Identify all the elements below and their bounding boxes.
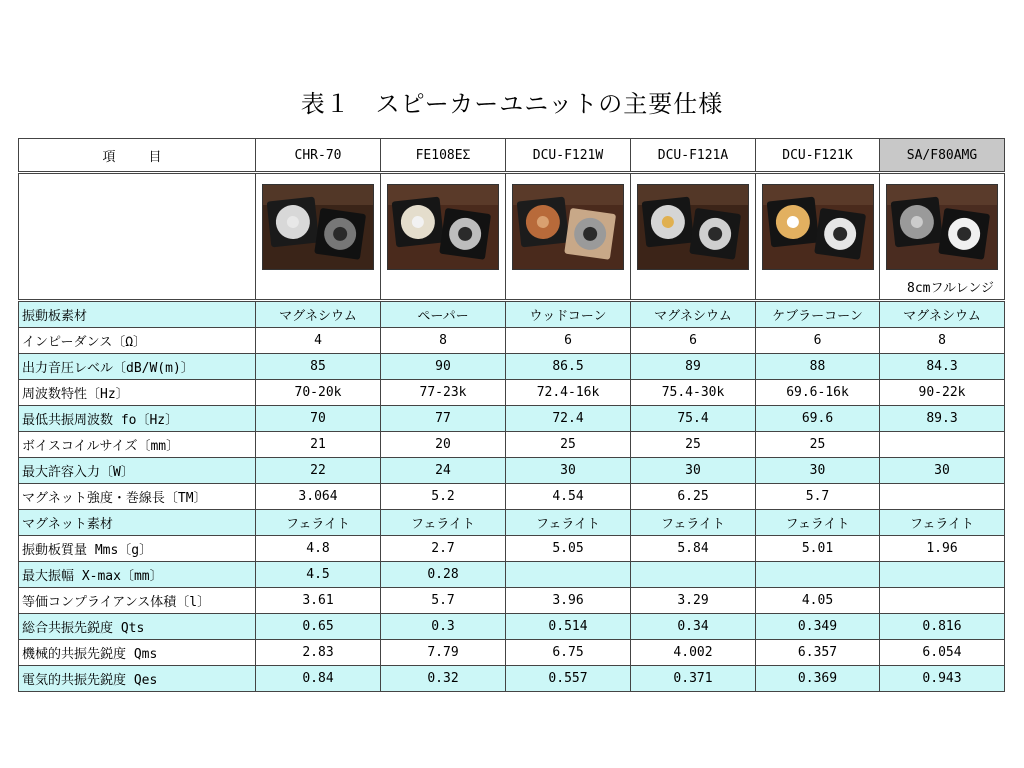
spec-row-label: インピーダンス〔Ω〕 [19, 328, 256, 354]
spec-value: 20 [381, 432, 506, 458]
spec-value: 86.5 [506, 354, 631, 380]
photo-cell-empty [19, 173, 256, 301]
spec-value: 30 [631, 458, 756, 484]
spec-row [19, 301, 1005, 328]
spec-value: 4.8 [256, 536, 381, 562]
spec-value: 3.064 [256, 484, 381, 510]
spec-value: 4.5 [256, 562, 381, 588]
spec-row-label: 電気的共振先鋭度 Qes [19, 666, 256, 692]
spec-value: 22 [256, 458, 381, 484]
speaker-photo [387, 184, 499, 270]
spec-value: 89 [631, 354, 756, 380]
header-model: CHR-70 [256, 139, 381, 173]
spec-row [19, 432, 1005, 458]
spec-row-label: 周波数特性〔Hz〕 [19, 380, 256, 406]
spec-value: フェライト [880, 510, 1005, 536]
spec-row-label: マグネット素材 [19, 510, 256, 536]
spec-value: 0.816 [880, 614, 1005, 640]
spec-value [506, 562, 631, 588]
photo-cell [756, 173, 880, 301]
spec-row-label: 総合共振先鋭度 Qts [19, 614, 256, 640]
spec-value: 25 [631, 432, 756, 458]
spec-row-label: 等価コンプライアンス体積〔l〕 [19, 588, 256, 614]
spec-value: 77 [381, 406, 506, 432]
spec-value: 0.369 [756, 666, 880, 692]
header-model: FE108EΣ [381, 139, 506, 173]
spec-value: 6 [631, 328, 756, 354]
spec-value: 3.29 [631, 588, 756, 614]
speaker-illustration [887, 185, 997, 269]
spec-value: フェライト [381, 510, 506, 536]
spec-value: 25 [756, 432, 880, 458]
spec-value: 8 [880, 328, 1005, 354]
spec-value: 6.75 [506, 640, 631, 666]
spec-value: 6.357 [756, 640, 880, 666]
spec-value: ケブラーコーン [756, 301, 880, 328]
spec-value: 1.96 [880, 536, 1005, 562]
spec-row-label: 機械的共振先鋭度 Qms [19, 640, 256, 666]
spec-row-label: 最大許容入力〔W〕 [19, 458, 256, 484]
header-model: DCU-F121A [631, 139, 756, 173]
photo-cell [506, 173, 631, 301]
spec-value: 5.05 [506, 536, 631, 562]
speaker-photo [512, 184, 624, 270]
spec-value [880, 484, 1005, 510]
spec-value: 4 [256, 328, 381, 354]
spec-value: 0.32 [381, 666, 506, 692]
speaker-illustration [263, 185, 373, 269]
spec-value: 5.84 [631, 536, 756, 562]
spec-value: 0.371 [631, 666, 756, 692]
spec-value: 2.83 [256, 640, 381, 666]
photo-cell [256, 173, 381, 301]
spec-value: フェライト [256, 510, 381, 536]
spec-value: 21 [256, 432, 381, 458]
speaker-photo [262, 184, 374, 270]
speaker-illustration [638, 185, 748, 269]
spec-row [19, 588, 1005, 614]
spec-value: 85 [256, 354, 381, 380]
spec-value: 70-20k [256, 380, 381, 406]
header-row [19, 139, 1005, 173]
spec-value: 3.61 [256, 588, 381, 614]
spec-value: 4.002 [631, 640, 756, 666]
spec-value: 90 [381, 354, 506, 380]
header-model: DCU-F121W [506, 139, 631, 173]
spec-value: 69.6 [756, 406, 880, 432]
spec-value: 90-22k [880, 380, 1005, 406]
spec-value: 70 [256, 406, 381, 432]
spec-row [19, 614, 1005, 640]
spec-value: フェライト [506, 510, 631, 536]
spec-row-label: 最大振幅 X-max〔mm〕 [19, 562, 256, 588]
spec-value: 5.2 [381, 484, 506, 510]
spec-value [756, 562, 880, 588]
spec-value: 4.54 [506, 484, 631, 510]
spec-value: 6.25 [631, 484, 756, 510]
spec-value: 7.79 [381, 640, 506, 666]
spec-value: 25 [506, 432, 631, 458]
spec-row-label: 振動板素材 [19, 301, 256, 328]
spec-value: 3.96 [506, 588, 631, 614]
spec-value: 0.3 [381, 614, 506, 640]
spec-value: 0.557 [506, 666, 631, 692]
spec-value: 0.514 [506, 614, 631, 640]
spec-value: 0.65 [256, 614, 381, 640]
spec-row [19, 666, 1005, 692]
spec-row-label: 出力音圧レベル〔dB/W(m)〕 [19, 354, 256, 380]
spec-row [19, 328, 1005, 354]
spec-value: 5.7 [381, 588, 506, 614]
table-title: 表１ スピーカーユニットの主要仕様 [300, 90, 724, 118]
spec-row [19, 484, 1005, 510]
spec-row [19, 640, 1005, 666]
spec-value: ウッドコーン [506, 301, 631, 328]
header-item-label: 項 目 [19, 139, 256, 173]
spec-value: 24 [381, 458, 506, 484]
spec-value: 6 [506, 328, 631, 354]
speaker-photo [886, 184, 998, 270]
spec-row [19, 562, 1005, 588]
spec-value: ペーパー [381, 301, 506, 328]
spec-value [880, 588, 1005, 614]
spec-row-label: 振動板質量 Mms〔g〕 [19, 536, 256, 562]
spec-value [631, 562, 756, 588]
photo-row [19, 173, 1005, 301]
spec-row-label: マグネット強度・巻線長〔TM〕 [19, 484, 256, 510]
photo-cell [880, 173, 1005, 301]
spec-value: 0.34 [631, 614, 756, 640]
spec-value: 88 [756, 354, 880, 380]
speaker-photo [637, 184, 749, 270]
spec-value: 30 [756, 458, 880, 484]
spec-value: 0.349 [756, 614, 880, 640]
spec-row [19, 354, 1005, 380]
spec-value: 30 [880, 458, 1005, 484]
speaker-illustration [388, 185, 498, 269]
spec-row [19, 536, 1005, 562]
spec-value: 8 [381, 328, 506, 354]
spec-value: 5.7 [756, 484, 880, 510]
spec-value: 69.6-16k [756, 380, 880, 406]
spec-value: フェライト [756, 510, 880, 536]
spec-value [880, 432, 1005, 458]
speaker-illustration [513, 185, 623, 269]
spec-value: 0.84 [256, 666, 381, 692]
spec-value: 6.054 [880, 640, 1005, 666]
spec-value: マグネシウム [880, 301, 1005, 328]
spec-value: 72.4 [506, 406, 631, 432]
spec-table [18, 138, 1005, 692]
spec-value: フェライト [631, 510, 756, 536]
spec-value: 30 [506, 458, 631, 484]
speaker-illustration [763, 185, 873, 269]
header-model-highlighted: SA/F80AMG [880, 139, 1005, 173]
spec-row [19, 380, 1005, 406]
spec-value: 0.28 [381, 562, 506, 588]
spec-value: マグネシウム [631, 301, 756, 328]
spec-value: 89.3 [880, 406, 1005, 432]
spec-row [19, 458, 1005, 484]
spec-value: マグネシウム [256, 301, 381, 328]
spec-value: 75.4-30k [631, 380, 756, 406]
spec-value [880, 562, 1005, 588]
spec-value: 75.4 [631, 406, 756, 432]
spec-value: 72.4-16k [506, 380, 631, 406]
spec-row [19, 510, 1005, 536]
spec-row-label: 最低共振周波数 fo〔Hz〕 [19, 406, 256, 432]
spec-row [19, 406, 1005, 432]
spec-value: 77-23k [381, 380, 506, 406]
spec-value: 5.01 [756, 536, 880, 562]
photo-cell [631, 173, 756, 301]
spec-value: 84.3 [880, 354, 1005, 380]
speaker-photo [762, 184, 874, 270]
header-model: DCU-F121K [756, 139, 880, 173]
spec-row-label: ボイスコイルサイズ〔mm〕 [19, 432, 256, 458]
photo-cell [381, 173, 506, 301]
spec-value: 2.7 [381, 536, 506, 562]
spec-value: 6 [756, 328, 880, 354]
spec-value: 4.05 [756, 588, 880, 614]
spec-value: 0.943 [880, 666, 1005, 692]
photo-note: 8cmフルレンジ [907, 281, 994, 296]
